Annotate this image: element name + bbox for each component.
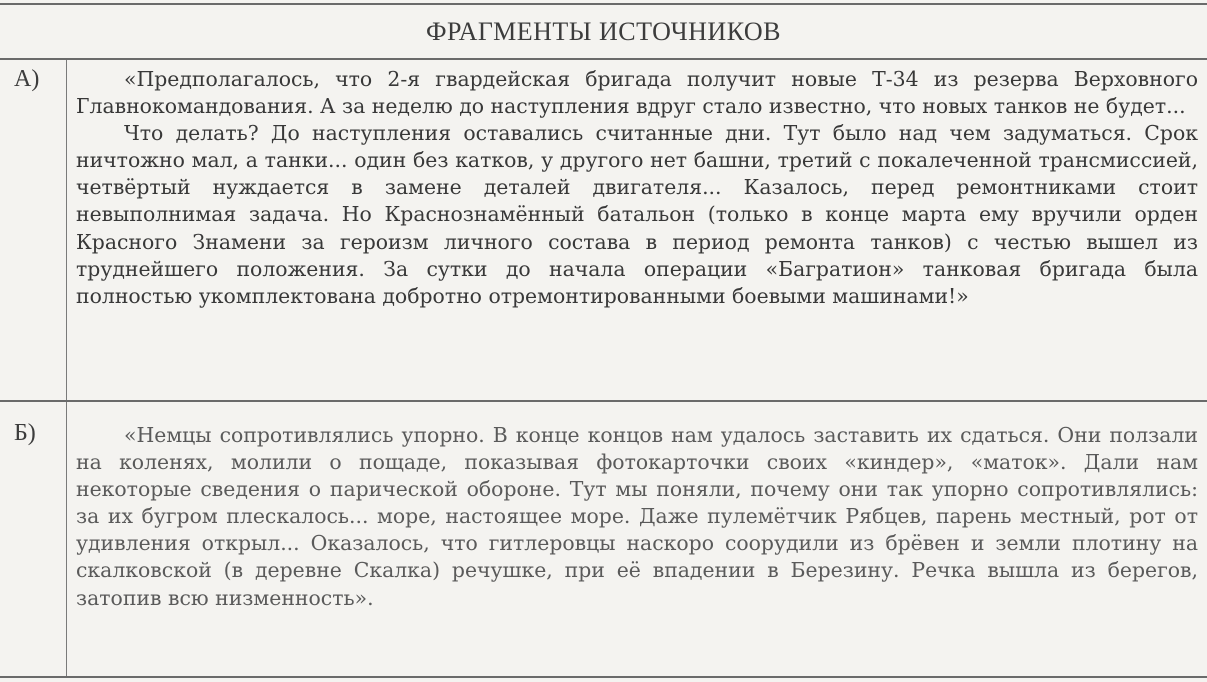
column-divider-b [66,402,67,676]
fragment-label-b: Б) [14,420,36,446]
fragment-a-paragraph-2: Что делать? До наступления оставались считанные дни. Тут было над чем задуматься. Срок ничтожно мал, а танки... один без катков, у другого нет башни, третий с покалеченной трансмиссией, четвёртый нуждается в замене деталей двигателя... Казалось, перед ремонтниками стоит невыполнимая задача. Но Краснознамённый батальон (только в конце марта ему вручили орден Красного Знамени за героизм личного состава в период ремонта танков) с честью вышел из труднейшего положения. За сутки до начала операции «Багратион» танковая бригада была полностью укомплектована добротно отремонтированными боевыми машинами!» [76,121,1198,308]
fragment-b-paragraph-1: «Немцы сопротивлялись упорно. В конце концов нам удалось заставить их сдаться. Они ползали на коленях, молили о пощаде, показывая фотокарточки своих «киндер», «маток». Дали нам некоторые сведения о парической обороне. Тут мы поняли, почему они так упорно сопротивлялись: за их бугром плескалось... море, настоящее море. Даже пулемётчик Рябцев, парень местный, рот от удивления открыл... Оказалось, что гитлеровцы наскоро соорудили из брёвен и земли плотину на скалковской (в деревне Скалка) речушке, при её впадении в Березину. Речка вышла из берегов, затопив всю низменность». [76,423,1198,610]
header-divider [0,58,1207,60]
fragment-label-a: А) [14,66,40,92]
column-divider-a [66,60,67,400]
row-divider [0,400,1207,402]
bottom-border [0,676,1207,678]
fragment-a-paragraph-1: «Предполагалось, что 2-я гвардейская бригада получит новые Т-34 из резерва Верховного Главнокомандования. А за неделю до наступления вдруг стало известно, что новых танков не будет... [76,67,1198,119]
page-title: ФРАГМЕНТЫ ИСТОЧНИКОВ [425,16,782,46]
fragment-text-b [76,422,1198,612]
top-border [0,3,1207,5]
table-header [0,8,1207,55]
fragment-text-a [76,66,1198,310]
